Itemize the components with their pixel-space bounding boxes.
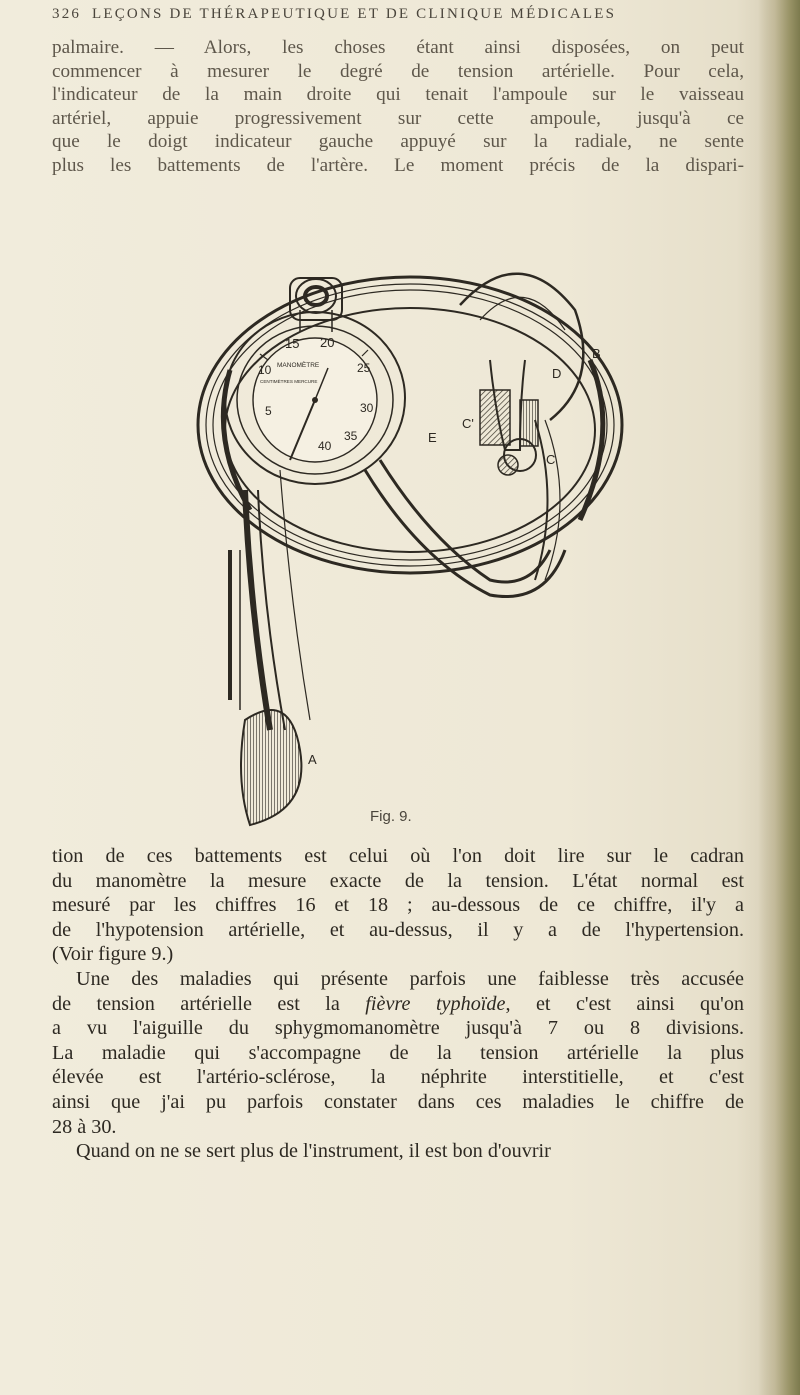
dial-number-25: 25 [357,361,371,375]
italic-term: fièvre typhoïde [365,992,506,1015]
text-line: palmaire. — Alors, les choses étant ainsi disposées, on peut [52,37,744,58]
text-line: l'indicateur de la main droite qui tenait l'ampoule sur le vaisseau [52,84,744,105]
text-span: de tension artérielle est la [52,992,366,1015]
text-line: ainsi que j'ai pu parfois constater dans ces maladies le chiffre de [52,1090,744,1113]
page-number: 326 [52,6,82,22]
dial-number-5: 5 [265,404,272,418]
sphygmomanometer-drawing [190,250,630,830]
text-line: Quand on ne se sert plus de l'instrument, il est bon d'ouvrir [76,1140,551,1163]
sphygmomanometer-figure [190,250,630,830]
label-a: A [308,752,317,767]
dial-number-10: 10 [258,363,272,377]
text-line: Une des maladies qui présente parfois une faiblesse très accusée [76,967,744,990]
text-line: mesuré par les chiffres 16 et 18 ; au-dessous de ce chiffre, il'y a [52,894,744,917]
dial-number-20: 20 [320,335,335,350]
text-line: plus les battements de l'artère. Le moment précis de la dispari- [52,154,744,176]
label-c-prime: C' [462,416,474,431]
dial-number-40: 40 [318,439,332,453]
dial-number-30: 30 [360,401,374,415]
running-head [52,6,742,23]
text-line: du manomètre la mesure exacte de la tension. L'état normal est [52,869,744,892]
text-line: tion de ces battements est celui où l'on doit lire sur le cadran [52,845,744,867]
label-b: B [592,346,601,361]
label-d: D [552,366,562,381]
text-line: (Voir figure 9.) [52,943,174,966]
text-line-with-italic [52,992,744,1017]
text-line: artériel, appuie progressivement sur cette ampoule, jusqu'à ce [52,107,744,129]
text-line: commencer à mesurer le degré de tension artérielle. Pour cela, [52,60,744,82]
running-title: LEÇONS DE THÉRAPEUTIQUE ET DE CLINIQUE MÉDICALES [92,6,617,22]
pressure-bulb [460,274,583,580]
text-line: 28 à 30. [52,1115,117,1138]
text-line: a vu l'aiguille du sphygmomanomètre jusqu'à 7 ou 8 divisions. [52,1017,744,1040]
dial-face [253,335,377,462]
label-c: C [546,452,556,467]
page-edge-shadow [758,0,800,1395]
text-line: La maladie qui s'accompagne de la tension artérielle la plus [52,1041,744,1064]
dial-text-manometre: MANOMÈTRE [277,362,320,369]
text-span: , et c'est ainsi qu'on [505,992,745,1015]
dial-number-15: 15 [285,336,300,351]
tubing [245,460,565,730]
text-line: que le doigt indicateur gauche appuyé sur la radiale, ne sente [52,131,744,152]
figure-caption: Fig. 9. [370,808,412,825]
top-paragraph [52,36,744,177]
label-e: E [428,430,437,445]
text-line: élevée est l'artério-sclérose, la néphrite interstitielle, et c'est [52,1066,744,1089]
dial-number-35: 35 [344,429,358,443]
body-text [52,844,744,1164]
dial-text-centimetres: CENTIMÈTRES MERCURE [260,379,318,384]
text-line: de l'hypotension artérielle, et au-dessus, il y a de l'hypertension. [52,918,744,941]
